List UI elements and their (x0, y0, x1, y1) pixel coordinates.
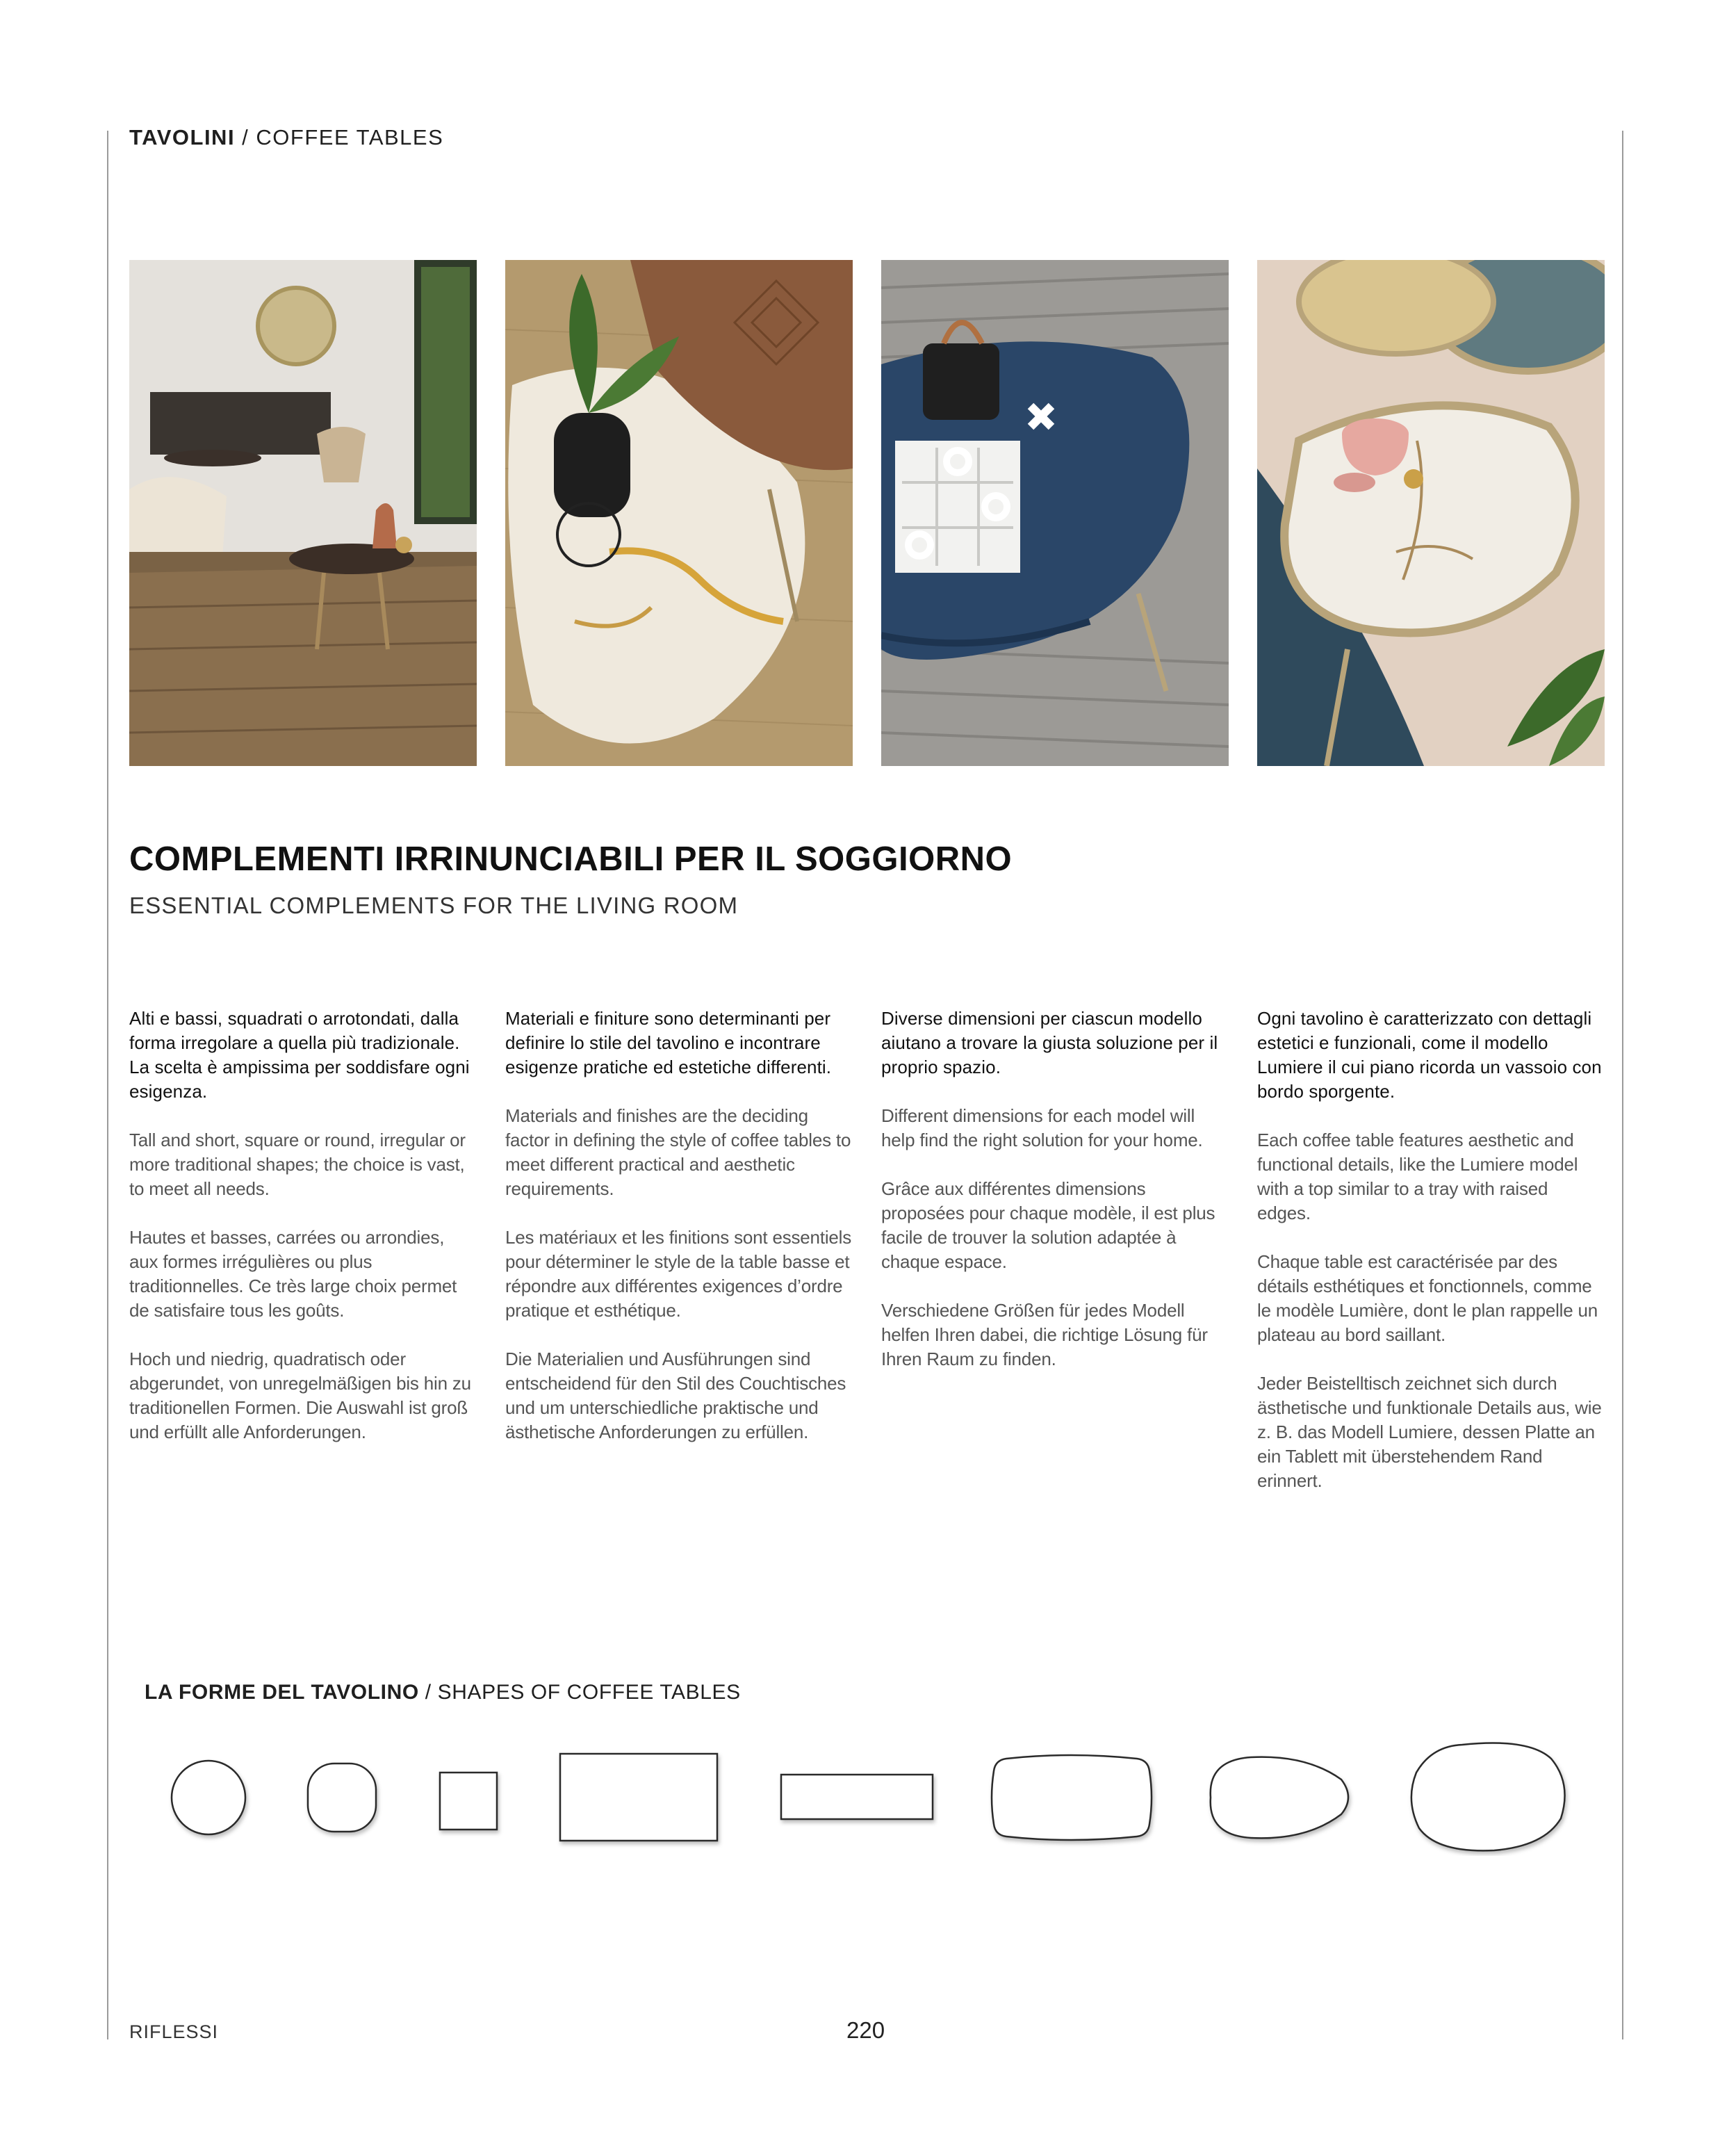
shapes-title-en: SHAPES OF COFFEE TABLES (437, 1681, 741, 1704)
shape-oval-irregular (1411, 1743, 1565, 1851)
shapes-title-separator: / (418, 1681, 438, 1704)
shape-long-rectangle (781, 1775, 933, 1819)
column-paragraph-en: Each coffee table features aesthetic and functional details, like the Lumiere model with a top similar to a tray with raised edges. (1257, 1130, 1578, 1223)
shape-round (172, 1761, 245, 1834)
text-column-4 (1257, 1007, 1605, 1517)
shapes-section-title (145, 1681, 741, 1704)
shapes-title-it: LA FORME DEL TAVOLINO (145, 1681, 419, 1704)
shape-square (440, 1773, 497, 1830)
column-paragraph-de: Die Materialien und Ausführungen sind entscheidend für den Stil des Couchtisches und um unterschiedliche praktische und ästhetische Anforderungen zu erfüllen. (505, 1349, 846, 1442)
column-paragraph-en: Tall and short, square or round, irregular or more traditional shapes; the choice is vast, to meet all needs. (129, 1130, 466, 1199)
column-paragraph-de: Jeder Beistelltisch zeichnet sich durch ästhetische und funktionale Details aus, wie z. B. das Modell Lumiere, dessen Platte an ein Tablett mit überstehendem Rand erinnert. (1257, 1373, 1602, 1491)
column-paragraph-en: Materials and finishes are the deciding factor in defining the style of coffee tables to meet different practical and aesthetic requirements. (505, 1105, 851, 1199)
section-header (129, 125, 443, 150)
column-paragraph-de: Hoch und niedrig, quadratisch oder abgerundet, von unregelmäßigen bis hin zu traditionellen Formen. Die Auswahl ist groß und erfüllt alle Anforderungen. (129, 1349, 471, 1442)
page-headline: COMPLEMENTI IRRINUNCIABILI PER IL SOGGIORNO (129, 840, 1013, 878)
text-column-2 (505, 1007, 853, 1469)
shape-soft-rectangle (992, 1755, 1152, 1840)
photo-blue-table (881, 260, 1229, 766)
table-shapes-row (0, 1724, 1736, 1856)
column-lead: Ogni tavolino è caratterizzato con dettagli estetici e funzionali, come il modello Lumiere il cui piano ricorda un vassoio con bordo sporgente. (1257, 1008, 1602, 1102)
column-lead: Materiali e finiture sono determinanti per definire lo stile del tavolino e incontrare esigenze pratiche ed estetiche differenti. (505, 1008, 832, 1077)
shape-rounded-square (308, 1764, 376, 1832)
column-lead: Diverse dimensioni per ciascun modello aiutano a trovare la giusta soluzione per il proprio spazio. (881, 1008, 1218, 1077)
shape-rectangle (560, 1754, 717, 1841)
shape-egg (1211, 1757, 1348, 1839)
photo-lumiere-tray (1257, 260, 1605, 766)
photo-living-room (129, 260, 477, 766)
column-paragraph-fr: Les matériaux et les finitions sont essentiels pour déterminer le style de la table basse et répondre aux différentes exigences d’ordre pratique et esthétique. (505, 1227, 852, 1321)
column-paragraph-fr: Chaque table est caractérisée par des détails esthétiques et fonctionnels, comme le modèle Lumière, dont le plan rappelle un plateau au bord saillant. (1257, 1251, 1598, 1345)
section-title-en: COFFEE TABLES (256, 125, 444, 149)
text-column-3 (881, 1007, 1229, 1396)
column-paragraph-en: Different dimensions for each model will help find the right solution for your home. (881, 1105, 1203, 1150)
column-paragraph-de: Verschiedene Größen für jedes Modell helfen Ihren dabei, die richtige Lösung für Ihren Raum zu finden. (881, 1300, 1208, 1369)
text-column-1 (129, 1007, 477, 1469)
page-number: 220 (846, 2017, 885, 2043)
section-separator: / (235, 125, 256, 149)
photo-walnut-marble (505, 260, 853, 766)
column-paragraph-fr: Hautes et basses, carrées ou arrondies, aux formes irrégulières ou plus traditionnelles. Ce très large choix permet de satisfaire tous les goûts. (129, 1227, 457, 1321)
section-title-it: TAVOLINI (129, 125, 236, 149)
column-lead: Alti e bassi, squadrati o arrotondati, dalla forma irregolare a quella più tradizionale. La scelta è ampissima per soddisfare ogni esigenza. (129, 1008, 470, 1102)
column-paragraph-fr: Grâce aux différentes dimensions proposées pour chaque modèle, il est plus facile de trouver la solution adaptée à chaque espace. (881, 1178, 1215, 1272)
footer-brand: RIFLESSI (129, 2021, 219, 2042)
page-subheadline: ESSENTIAL COMPLEMENTS FOR THE LIVING ROOM (129, 893, 739, 918)
